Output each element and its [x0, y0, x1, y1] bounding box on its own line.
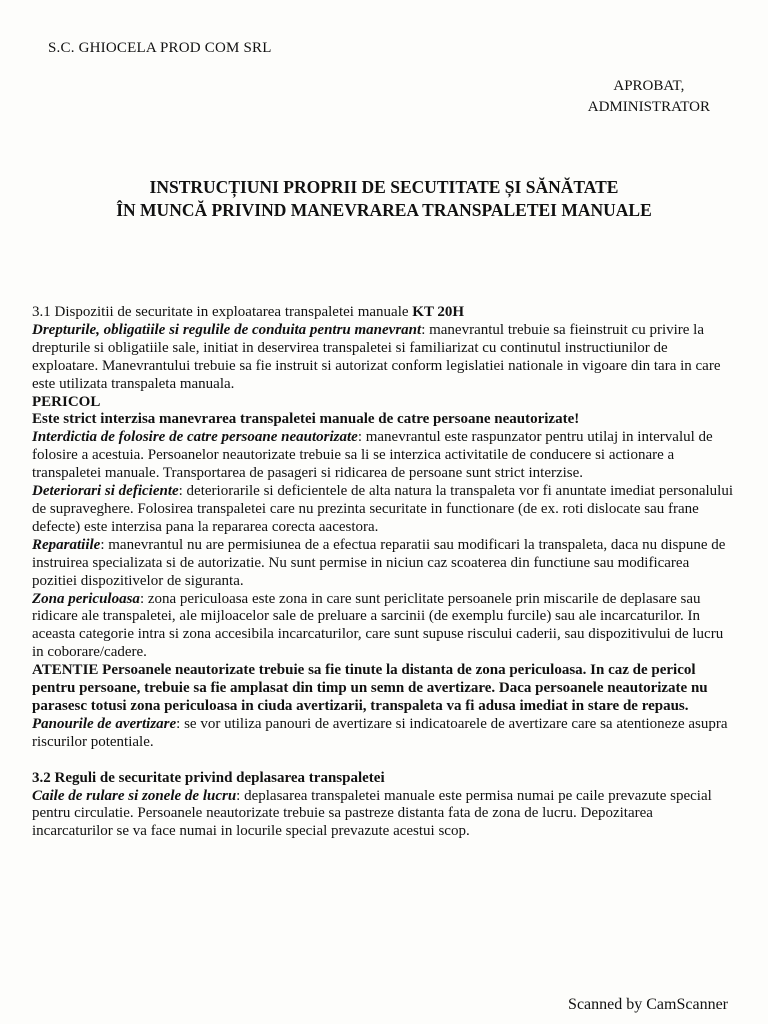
approval-role: ADMINISTRATOR — [587, 99, 710, 115]
attention-paragraph: ATENTIE Persoanele neautorizate trebuie sa fie tinute la distanta de zona periculoasa. In caz de pericol pentru persoane, trebuie sa fie amplasat din timp un semn de avertizare. Daca persoanele neautorizate nu parasesc totusi zona periculoasa in ciuda avertizarii, transpaleta va fi adusa imediat in stare de repaus. — [32, 662, 708, 714]
title-line-1: INSTRUCȚIUNI PROPRII DE SECUTITATE ȘI SĂNĂTATE — [149, 177, 619, 197]
text-damage: : deteriorarile si deficientele de alta natura la transpaleta vor fi anuntate imediat personalului de supraveghere. Folosirea transpaletei care nu prezinta securitate in functionare (de ex. roti dislocate sau frane defecte) este interzisa pana la repararea corecta aacestora. — [32, 483, 733, 535]
term-warning-panels: Panourile de avertizare — [32, 715, 177, 732]
text-traffic-ways: : deplasarea transpaletei manuale este permisa numai pe caile prevazute special pentru circulatie. Persoanele neautorizate trebuie sa pastreze distanta fata de zona de lucru. Depozitarea incarcaturilor se va face numai in locurile special prevazute acestui scop. — [32, 787, 712, 840]
text-warning-panels: : se vor utiliza panouri de avertizare si indicatoarele de avertizare care sa atentioneze asupra riscurilor potentiale. — [32, 715, 728, 750]
paragraph-danger-zone — [32, 591, 734, 663]
section-3-1-heading-text: 3.1 Dispozitii de securitate in exploatarea transpaletei manuale — [32, 304, 413, 320]
danger-text: Este strict interzisa manevrarea transpaletei manuale de catre persoane neautorizate! — [32, 411, 580, 428]
company-name: S.C. GHIOCELA PROD COM SRL — [48, 40, 272, 56]
term-unauthorized-use: Interdictia de folosire de catre persoane neautorizate — [32, 429, 358, 446]
paragraph-unauthorized-use — [32, 429, 734, 483]
term-danger-zone: Zona periculoasa — [32, 590, 140, 607]
approval-block — [588, 76, 710, 118]
section-gap — [32, 752, 734, 770]
text-unauthorized-use: : manevrantul este raspunzator pentru utilaj in intervalul de folosire a acestuia. Persoanelor neautorizate trebuie sa li se interzica activitatile de conducere si actionare a transpaletei manuale. Transportarea de pasageri si ridicarea de persoane sunt strict interzise. — [32, 429, 713, 482]
document-body — [32, 304, 734, 841]
scanner-watermark: Scanned by CamScanner — [568, 996, 728, 1013]
paragraph-rights — [32, 322, 734, 394]
title-line-2: ÎN MUNCĂ PRIVIND MANEVRAREA TRANSPALETEI MANUALE — [116, 200, 652, 220]
text-danger-zone: : zona periculoasa este zona in care sunt periclitate persoanele prin miscarile de deplasare sau ridicare ale transpaletei, ale mijloacelor sale de preluare a sarcinii (de exemplu furcile) sau ale incarcaturilor. In aceasta categorie intra si zona accesibila incarcaturilor, care sunt supuse riscului caderii, sau dispozitivului de lucru in coborare/cadere. — [32, 590, 724, 661]
term-damage: Deteriorari si deficiente — [32, 483, 179, 500]
danger-label: PERICOL — [32, 393, 101, 410]
section-3-1-heading-model: KT 20H — [412, 304, 465, 320]
paragraph-repairs — [32, 537, 734, 591]
term-repairs: Reparatiile — [32, 536, 101, 553]
section-3-2-heading: 3.2 Reguli de securitate privind deplasarea transpaletei — [32, 769, 385, 786]
section-3-1-heading — [32, 304, 734, 322]
approval-label: APROBAT, — [613, 78, 685, 94]
text-rights: : manevrantul trebuie sa fieinstruit cu privire la drepturile si obligatiile sale, initiat in deservirea transpaletei si familiarizat cu continutul instructiunilor de exploatare. Manevrantului trebuie sa fie instruit si autorizat conform legislatiei nationale in vigoare din tara in care este utilizata transpaleta manuala. — [32, 321, 721, 392]
document-title — [0, 176, 768, 222]
paragraph-traffic-ways — [32, 788, 734, 842]
paragraph-damage — [32, 483, 734, 537]
term-traffic-ways: Caile de rulare si zonele de lucru — [32, 787, 237, 804]
text-repairs: : manevrantul nu are permisiunea de a efectua reparatii sau modificari la transpaleta, daca nu dispune de instruirea specializata si de autorizatie. Nu sunt permise in niciun caz scoaterea din functiune sau modificarea pozitiei dispozitivelor de siguranta. — [32, 536, 726, 589]
term-rights: Drepturile, obligatiile si regulile de conduita pentru manevrant — [32, 321, 422, 338]
paragraph-warning-panels — [32, 716, 734, 752]
